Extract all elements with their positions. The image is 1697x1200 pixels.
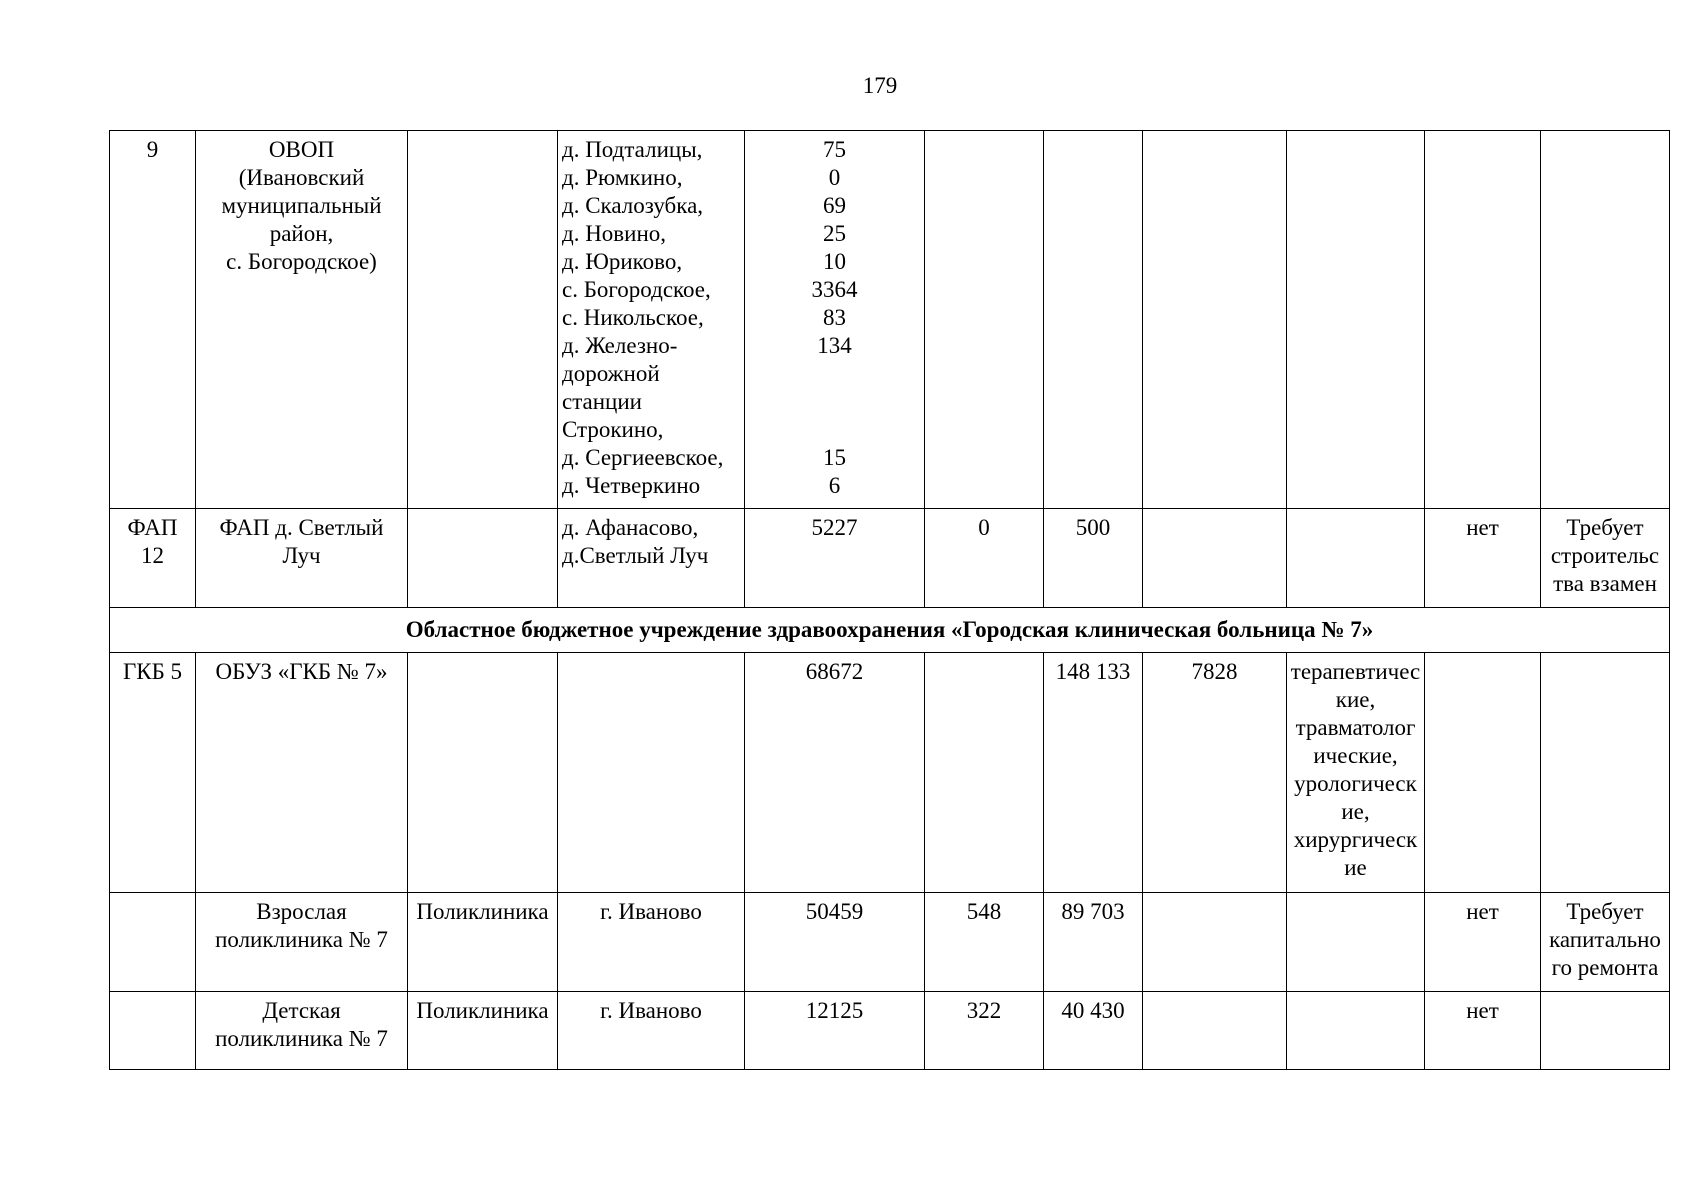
- profiles: терапевтичес кие, травматолог ические, урологическ ие, хирургическ ие: [1287, 653, 1425, 893]
- note: Требует капитально го ремонта: [1541, 893, 1670, 992]
- cell: [1143, 509, 1287, 608]
- page-number: 179: [862, 73, 898, 98]
- row-number: [110, 992, 196, 1070]
- cell: [925, 653, 1044, 893]
- cell: нет: [1425, 992, 1541, 1070]
- facility-type: [408, 131, 558, 509]
- table-row: [110, 653, 1670, 893]
- cell: [925, 131, 1044, 509]
- facility-type: Поликлиника: [408, 992, 558, 1070]
- population: 12125: [745, 992, 925, 1070]
- facility-type: [408, 653, 558, 893]
- settlements: г. Иваново: [558, 992, 745, 1070]
- row-number: ФАП 12: [110, 509, 196, 608]
- cell: [1143, 893, 1287, 992]
- facility-name: Взрослая поликлиника № 7: [196, 893, 408, 992]
- cell: 7828: [1143, 653, 1287, 893]
- facility-name: ОБУЗ «ГКБ № 7»: [196, 653, 408, 893]
- cell: 322: [925, 992, 1044, 1070]
- cell: нет: [1425, 893, 1541, 992]
- cell: [1425, 653, 1541, 893]
- facility-name: Детская поликлиника № 7: [196, 992, 408, 1070]
- section-title: Областное бюджетное учреждение здравоохранения «Городская клиническая больница № 7»: [110, 608, 1670, 653]
- cell: 548: [925, 893, 1044, 992]
- note: Требует строительс тва взамен: [1541, 509, 1670, 608]
- cell: [1541, 653, 1670, 893]
- cell: [1287, 131, 1425, 509]
- cell: [1143, 131, 1287, 509]
- row-number: [110, 893, 196, 992]
- population: 75 0 69 25 10 3364 83 134 15 6: [745, 131, 925, 509]
- cell: 0: [925, 509, 1044, 608]
- cell: 500: [1044, 509, 1143, 608]
- cell: [1541, 992, 1670, 1070]
- facility-name: ФАП д. Светлый Луч: [196, 509, 408, 608]
- facility-type: [408, 509, 558, 608]
- cell: 40 430: [1044, 992, 1143, 1070]
- table-row: [110, 992, 1670, 1070]
- population: 5227: [745, 509, 925, 608]
- cell: нет: [1425, 509, 1541, 608]
- table-row: [110, 509, 1670, 608]
- cell: [1287, 992, 1425, 1070]
- row-number: ГКБ 5: [110, 653, 196, 893]
- table-row: [110, 893, 1670, 992]
- facilities-table: [109, 130, 1670, 1070]
- settlements: д. Афанасово, д.Светлый Луч: [558, 509, 745, 608]
- facility-name: ОВОП (Ивановский муниципальный район, с. Богородское): [196, 131, 408, 509]
- cell: [1044, 131, 1143, 509]
- cell: [1541, 131, 1670, 509]
- row-number: 9: [110, 131, 196, 509]
- settlements: д. Подталицы, д. Рюмкино, д. Скалозубка, д. Новино, д. Юриково, с. Богородское, с. Никольское, д. Железно- дорожной станции Строкино, д. Сергиеевское, д. Четверкино: [558, 131, 745, 509]
- cell: 89 703: [1044, 893, 1143, 992]
- cell: 148 133: [1044, 653, 1143, 893]
- population: 50459: [745, 893, 925, 992]
- settlements: [558, 653, 745, 893]
- cell: [1287, 893, 1425, 992]
- settlements: г. Иваново: [558, 893, 745, 992]
- section-row: [110, 608, 1670, 653]
- cell: [1143, 992, 1287, 1070]
- cell: [1425, 131, 1541, 509]
- cell: [1287, 509, 1425, 608]
- table-row: [110, 131, 1670, 509]
- population: 68672: [745, 653, 925, 893]
- facility-type: Поликлиника: [408, 893, 558, 992]
